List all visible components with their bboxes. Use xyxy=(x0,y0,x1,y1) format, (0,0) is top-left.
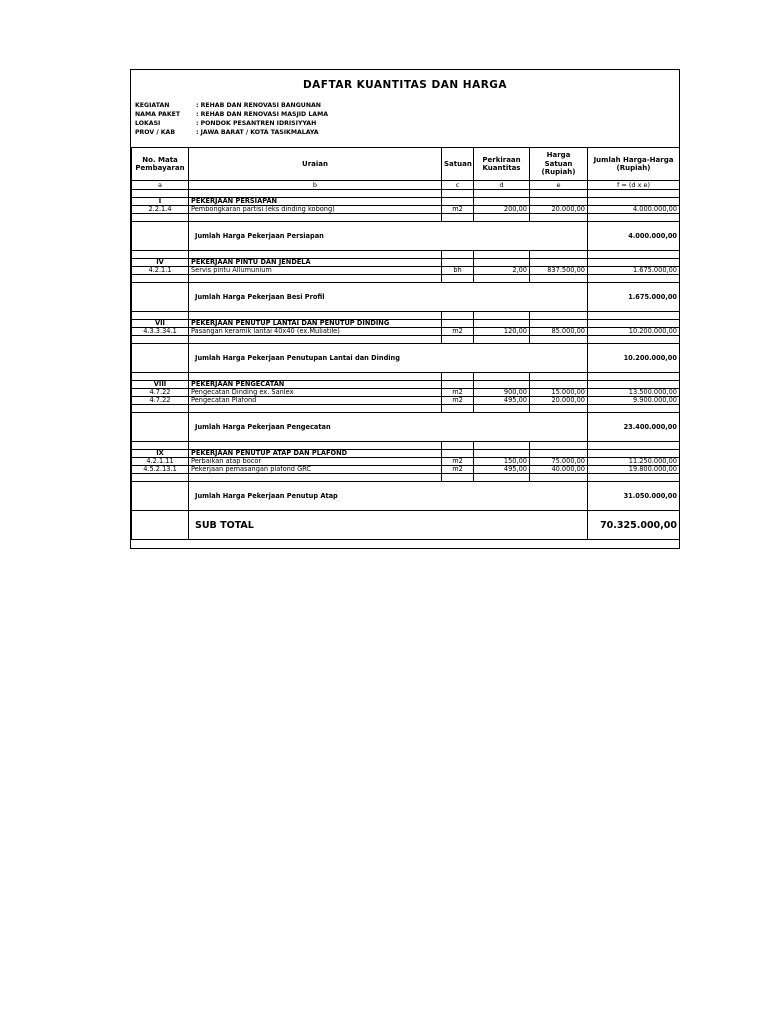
section-title: PEKERJAAN PERSIAPAN xyxy=(189,198,442,206)
empty-cell xyxy=(530,214,588,222)
empty-cell xyxy=(588,336,680,344)
item-description: Perbaikan atap bocor xyxy=(189,458,442,466)
empty-cell xyxy=(132,413,189,442)
empty-cell xyxy=(132,344,189,373)
section-sum-amount: 10.200.000,00 xyxy=(588,344,680,373)
item-total: 9.900.000,00 xyxy=(588,397,680,405)
section-sum-row xyxy=(132,413,680,442)
info-value: : REHAB DAN RENOVASI BANGUNAN xyxy=(196,102,321,109)
empty-cell xyxy=(474,373,530,381)
empty-cell xyxy=(530,381,588,389)
section-number: VIII xyxy=(132,381,189,389)
section-title: PEKERJAAN PENUTUP LANTAI DAN PENUTUP DINDING xyxy=(189,320,442,328)
table-row xyxy=(132,206,680,214)
spacer-row xyxy=(132,251,680,259)
empty-cell xyxy=(588,450,680,458)
section-header-row xyxy=(132,198,680,206)
empty-cell xyxy=(442,259,474,267)
item-quantity: 900,00 xyxy=(474,389,530,397)
item-unit: m2 xyxy=(442,328,474,336)
item-unit-price: 75.000,00 xyxy=(530,458,588,466)
table-row xyxy=(132,397,680,405)
empty-cell xyxy=(442,405,474,413)
empty-cell xyxy=(132,283,189,312)
info-key: LOKASI xyxy=(135,120,161,127)
item-number: 4.3.3.34.1 xyxy=(132,328,189,336)
document-title: DAFTAR KUANTITAS DAN HARGA xyxy=(302,79,508,91)
empty-cell xyxy=(132,373,189,381)
item-number: 4.2.1.11 xyxy=(132,458,189,466)
section-number: IX xyxy=(132,450,189,458)
empty-cell xyxy=(189,336,442,344)
table-row xyxy=(132,389,680,397)
letter-e: e xyxy=(530,181,588,190)
empty-cell xyxy=(588,198,680,206)
item-number: 2.2.1.4 xyxy=(132,206,189,214)
table-row xyxy=(132,328,680,336)
empty-cell xyxy=(530,442,588,450)
empty-cell xyxy=(530,251,588,259)
empty-cell xyxy=(474,214,530,222)
header-satuan: Satuan xyxy=(442,148,474,181)
empty-cell xyxy=(132,222,189,251)
empty-cell xyxy=(474,336,530,344)
empty-cell xyxy=(588,381,680,389)
empty-cell xyxy=(442,373,474,381)
empty-cell xyxy=(474,442,530,450)
item-quantity: 120,00 xyxy=(474,328,530,336)
empty-cell xyxy=(442,275,474,283)
info-value: : REHAB DAN RENOVASI MASJID LAMA xyxy=(196,111,329,118)
empty-cell xyxy=(588,442,680,450)
empty-cell xyxy=(588,320,680,328)
item-unit: m2 xyxy=(442,397,474,405)
empty-cell xyxy=(442,190,474,198)
item-number: 4.5.2.13.1 xyxy=(132,466,189,474)
empty-cell xyxy=(132,251,189,259)
empty-cell xyxy=(530,312,588,320)
empty-cell xyxy=(442,251,474,259)
empty-cell xyxy=(588,312,680,320)
empty-cell xyxy=(530,450,588,458)
spacer-row xyxy=(132,312,680,320)
empty-cell xyxy=(189,275,442,283)
letter-c: c xyxy=(442,181,474,190)
item-quantity: 495,00 xyxy=(474,466,530,474)
section-header-row xyxy=(132,450,680,458)
item-unit-price: 20.000,00 xyxy=(530,206,588,214)
section-number: I xyxy=(132,198,189,206)
table-row xyxy=(132,458,680,466)
empty-cell xyxy=(189,474,442,482)
item-total: 19.800.000,00 xyxy=(588,466,680,474)
subtotal-label: SUB TOTAL xyxy=(189,511,588,540)
empty-cell xyxy=(474,259,530,267)
empty-cell xyxy=(530,336,588,344)
spacer-row xyxy=(132,336,680,344)
empty-cell xyxy=(530,198,588,206)
spacer-row xyxy=(132,214,680,222)
item-unit: bh xyxy=(442,267,474,275)
empty-cell xyxy=(474,190,530,198)
spacer-row xyxy=(132,405,680,413)
empty-cell xyxy=(189,405,442,413)
empty-cell xyxy=(474,450,530,458)
empty-cell xyxy=(442,198,474,206)
item-unit-price: 15.000,00 xyxy=(530,389,588,397)
item-unit-price: 40.000,00 xyxy=(530,466,588,474)
empty-cell xyxy=(530,320,588,328)
info-value: : JAWA BARAT / KOTA TASIKMALAYA xyxy=(196,129,319,136)
empty-cell xyxy=(474,312,530,320)
quantity-price-sheet xyxy=(130,69,680,549)
empty-cell xyxy=(530,373,588,381)
empty-cell xyxy=(530,474,588,482)
section-header-row xyxy=(132,381,680,389)
section-number: IV xyxy=(132,259,189,267)
section-title: PEKERJAAN PINTU DAN JENDELA xyxy=(189,259,442,267)
empty-cell xyxy=(442,381,474,389)
info-key: KEGIATAN xyxy=(135,102,170,109)
item-number: 4.2.1.1 xyxy=(132,267,189,275)
empty-cell xyxy=(530,275,588,283)
empty-cell xyxy=(132,405,189,413)
column-letter-row xyxy=(132,181,680,190)
item-unit: m2 xyxy=(442,458,474,466)
empty-cell xyxy=(474,381,530,389)
header-uraian: Uraian xyxy=(189,148,442,181)
empty-cell xyxy=(132,275,189,283)
letter-f: f = (d x e) xyxy=(588,181,680,190)
empty-cell xyxy=(588,259,680,267)
section-sum-amount: 31.050.000,00 xyxy=(588,482,680,511)
empty-cell xyxy=(132,336,189,344)
item-number: 4.7.22 xyxy=(132,389,189,397)
empty-cell xyxy=(530,190,588,198)
item-quantity: 200,00 xyxy=(474,206,530,214)
empty-cell xyxy=(442,442,474,450)
item-description: Pengecatan Plafond xyxy=(189,397,442,405)
item-total: 11.250.000,00 xyxy=(588,458,680,466)
empty-cell xyxy=(189,214,442,222)
empty-cell xyxy=(474,474,530,482)
item-unit: m2 xyxy=(442,466,474,474)
item-quantity: 150,00 xyxy=(474,458,530,466)
empty-cell xyxy=(474,251,530,259)
empty-cell xyxy=(189,312,442,320)
quantity-table xyxy=(131,147,680,540)
section-number: VII xyxy=(132,320,189,328)
empty-cell xyxy=(132,482,189,511)
item-description: Servis pintu Allumunium xyxy=(189,267,442,275)
item-description: Pembongkaran partisi (eks dinding kobong) xyxy=(189,206,442,214)
empty-cell xyxy=(442,450,474,458)
empty-cell xyxy=(474,198,530,206)
section-sum-amount: 4.000.000,00 xyxy=(588,222,680,251)
empty-cell xyxy=(442,474,474,482)
empty-cell xyxy=(442,336,474,344)
empty-cell xyxy=(442,312,474,320)
letter-a: a xyxy=(132,181,189,190)
empty-cell xyxy=(132,312,189,320)
item-total: 10.200.000,00 xyxy=(588,328,680,336)
empty-cell xyxy=(588,275,680,283)
empty-cell xyxy=(189,190,442,198)
empty-cell xyxy=(189,251,442,259)
section-sum-row xyxy=(132,283,680,312)
item-unit: m2 xyxy=(442,389,474,397)
subtotal-amount: 70.325.000,00 xyxy=(588,511,680,540)
header-no: No. Mata Pembayaran xyxy=(132,148,189,181)
info-row-nama-paket xyxy=(135,110,328,119)
empty-cell xyxy=(132,214,189,222)
empty-cell xyxy=(588,214,680,222)
empty-cell xyxy=(132,442,189,450)
table-row xyxy=(132,466,680,474)
item-unit-price: 20.000,00 xyxy=(530,397,588,405)
section-title: PEKERJAAN PENGECATAN xyxy=(189,381,442,389)
item-quantity: 495,00 xyxy=(474,397,530,405)
item-description: Pengecatan Dinding ex. Sanlex xyxy=(189,389,442,397)
item-total: 13.500.000,00 xyxy=(588,389,680,397)
header-kuantitas: Perkiraan Kuantitas xyxy=(474,148,530,181)
letter-d: d xyxy=(474,181,530,190)
section-sum-row xyxy=(132,222,680,251)
section-sum-label: Jumlah Harga Pekerjaan Persiapan xyxy=(189,222,588,251)
info-value: : PONDOK PESANTREN IDRISIYYAH xyxy=(196,120,317,127)
info-key: NAMA PAKET xyxy=(135,111,181,118)
spacer-row xyxy=(132,442,680,450)
project-info xyxy=(135,101,328,137)
empty-cell xyxy=(588,251,680,259)
empty-cell xyxy=(530,405,588,413)
spacer-row xyxy=(132,474,680,482)
section-sum-label: Jumlah Harga Pekerjaan Pengecatan xyxy=(189,413,588,442)
spacer-row xyxy=(132,373,680,381)
item-unit-price: 85.000,00 xyxy=(530,328,588,336)
empty-cell xyxy=(588,405,680,413)
empty-cell xyxy=(189,442,442,450)
item-description: Pekerjaan pemasangan plafond GRC xyxy=(189,466,442,474)
section-title: PEKERJAAN PENUTUP ATAP DAN PLAFOND xyxy=(189,450,442,458)
empty-cell xyxy=(588,474,680,482)
section-sum-amount: 23.400.000,00 xyxy=(588,413,680,442)
section-header-row xyxy=(132,259,680,267)
item-total: 4.000.000,00 xyxy=(588,206,680,214)
item-quantity: 2,00 xyxy=(474,267,530,275)
empty-cell xyxy=(442,214,474,222)
item-unit: m2 xyxy=(442,206,474,214)
empty-cell xyxy=(132,474,189,482)
table-body xyxy=(132,190,680,540)
section-sum-row xyxy=(132,482,680,511)
empty-cell xyxy=(132,190,189,198)
empty-cell xyxy=(474,275,530,283)
empty-cell xyxy=(132,511,189,540)
table-row xyxy=(132,267,680,275)
item-unit-price: 837.500,00 xyxy=(530,267,588,275)
header-jumlah: Jumlah Harga-Harga (Rupiah) xyxy=(588,148,680,181)
item-description: Pasangan keramik lantai 40x40 (ex.Muliatile) xyxy=(189,328,442,336)
info-row-lokasi xyxy=(135,119,328,128)
letter-b: b xyxy=(189,181,442,190)
table-header-row xyxy=(132,148,680,181)
empty-cell xyxy=(530,259,588,267)
subtotal-row xyxy=(132,511,680,540)
empty-cell xyxy=(588,190,680,198)
section-sum-row xyxy=(132,344,680,373)
empty-cell xyxy=(189,373,442,381)
empty-cell xyxy=(474,320,530,328)
section-sum-label: Jumlah Harga Pekerjaan Penutup Atap xyxy=(189,482,588,511)
section-sum-label: Jumlah Harga Pekerjaan Besi Profil xyxy=(189,283,588,312)
section-sum-amount: 1.675.000,00 xyxy=(588,283,680,312)
spacer-row xyxy=(132,190,680,198)
spacer-row xyxy=(132,275,680,283)
section-sum-label: Jumlah Harga Pekerjaan Penutupan Lantai dan Dinding xyxy=(189,344,588,373)
info-row-kegiatan xyxy=(135,101,328,110)
empty-cell xyxy=(474,405,530,413)
empty-cell xyxy=(588,373,680,381)
empty-cell xyxy=(442,320,474,328)
item-total: 1.675.000,00 xyxy=(588,267,680,275)
info-key: PROV / KAB xyxy=(135,129,176,136)
item-number: 4.7.22 xyxy=(132,397,189,405)
header-harga: Harga Satuan (Rupiah) xyxy=(530,148,588,181)
info-row-prov-kab xyxy=(135,128,328,137)
section-header-row xyxy=(132,320,680,328)
